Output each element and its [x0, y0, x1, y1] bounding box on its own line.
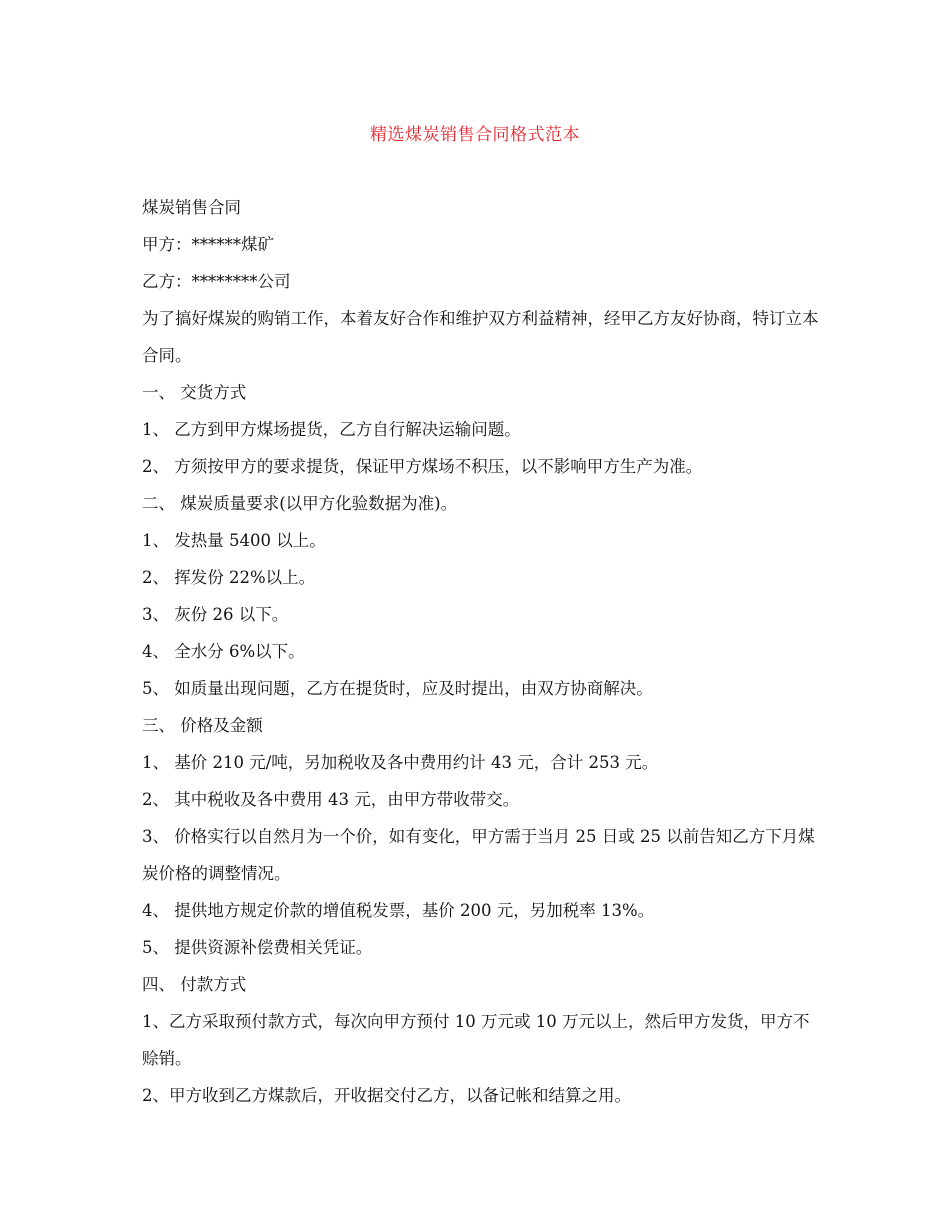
clause-item: 1、 发热量 5400 以上。: [142, 531, 326, 550]
party-a-line: 甲方：******煤矿: [142, 235, 274, 254]
contract-heading: 煤炭销售合同: [142, 198, 241, 217]
clause-item: 2、 挥发份 22%以上。: [142, 568, 316, 587]
clause-item: 1、 基价 210 元/吨，另加税收及各中费用约计 43 元，合计 253 元。: [142, 753, 659, 772]
section-heading-price: 三、 价格及金额: [142, 716, 263, 735]
clause-item: 2、 其中税收及各中费用 43 元，由甲方带收带交。: [142, 790, 520, 809]
clause-item: 2、 方须按甲方的要求提货，保证甲方煤场不积压，以不影响甲方生产为准。: [142, 457, 703, 476]
clause-item: 3、 价格实行以自然月为一个价，如有变化，甲方需于当月 25 日或 25 以前告知乙方下月煤炭价格的调整情况。: [142, 827, 815, 883]
document-body: [142, 189, 822, 1114]
clause-item: 1、 乙方到甲方煤场提货，乙方自行解决运输问题。: [142, 420, 521, 439]
clause-item: 4、 全水分 6%以下。: [142, 642, 305, 661]
section-heading-delivery: 一、 交货方式: [142, 383, 247, 402]
clause-item: 5、 提供资源补偿费相关凭证。: [142, 938, 373, 957]
party-b-line: 乙方：********公司: [142, 272, 291, 291]
clause-item: 4、 提供地方规定价款的增值税发票，基价 200 元，另加税率 13%。: [142, 901, 655, 920]
clause-item: 2、甲方收到乙方煤款后，开收据交付乙方，以备记帐和结算之用。: [142, 1086, 631, 1105]
clause-item: 1、乙方采取预付款方式，每次向甲方预付 10 万元或 10 万元以上，然后甲方发货，甲方不赊销。: [142, 1012, 810, 1068]
preamble-paragraph: 为了搞好煤炭的购销工作，本着友好合作和维护双方利益精神，经甲乙方友好协商，特订立本合同。: [142, 309, 819, 365]
section-heading-quality: 二、 煤炭质量要求(以甲方化验数据为准)。: [142, 494, 458, 513]
document-title: 精选煤炭销售合同格式范本: [370, 125, 580, 145]
section-heading-payment: 四、 付款方式: [142, 975, 247, 994]
clause-item: 3、 灰份 26 以下。: [142, 605, 289, 624]
clause-item: 5、 如质量出现问题，乙方在提货时，应及时提出，由双方协商解决。: [142, 679, 653, 698]
